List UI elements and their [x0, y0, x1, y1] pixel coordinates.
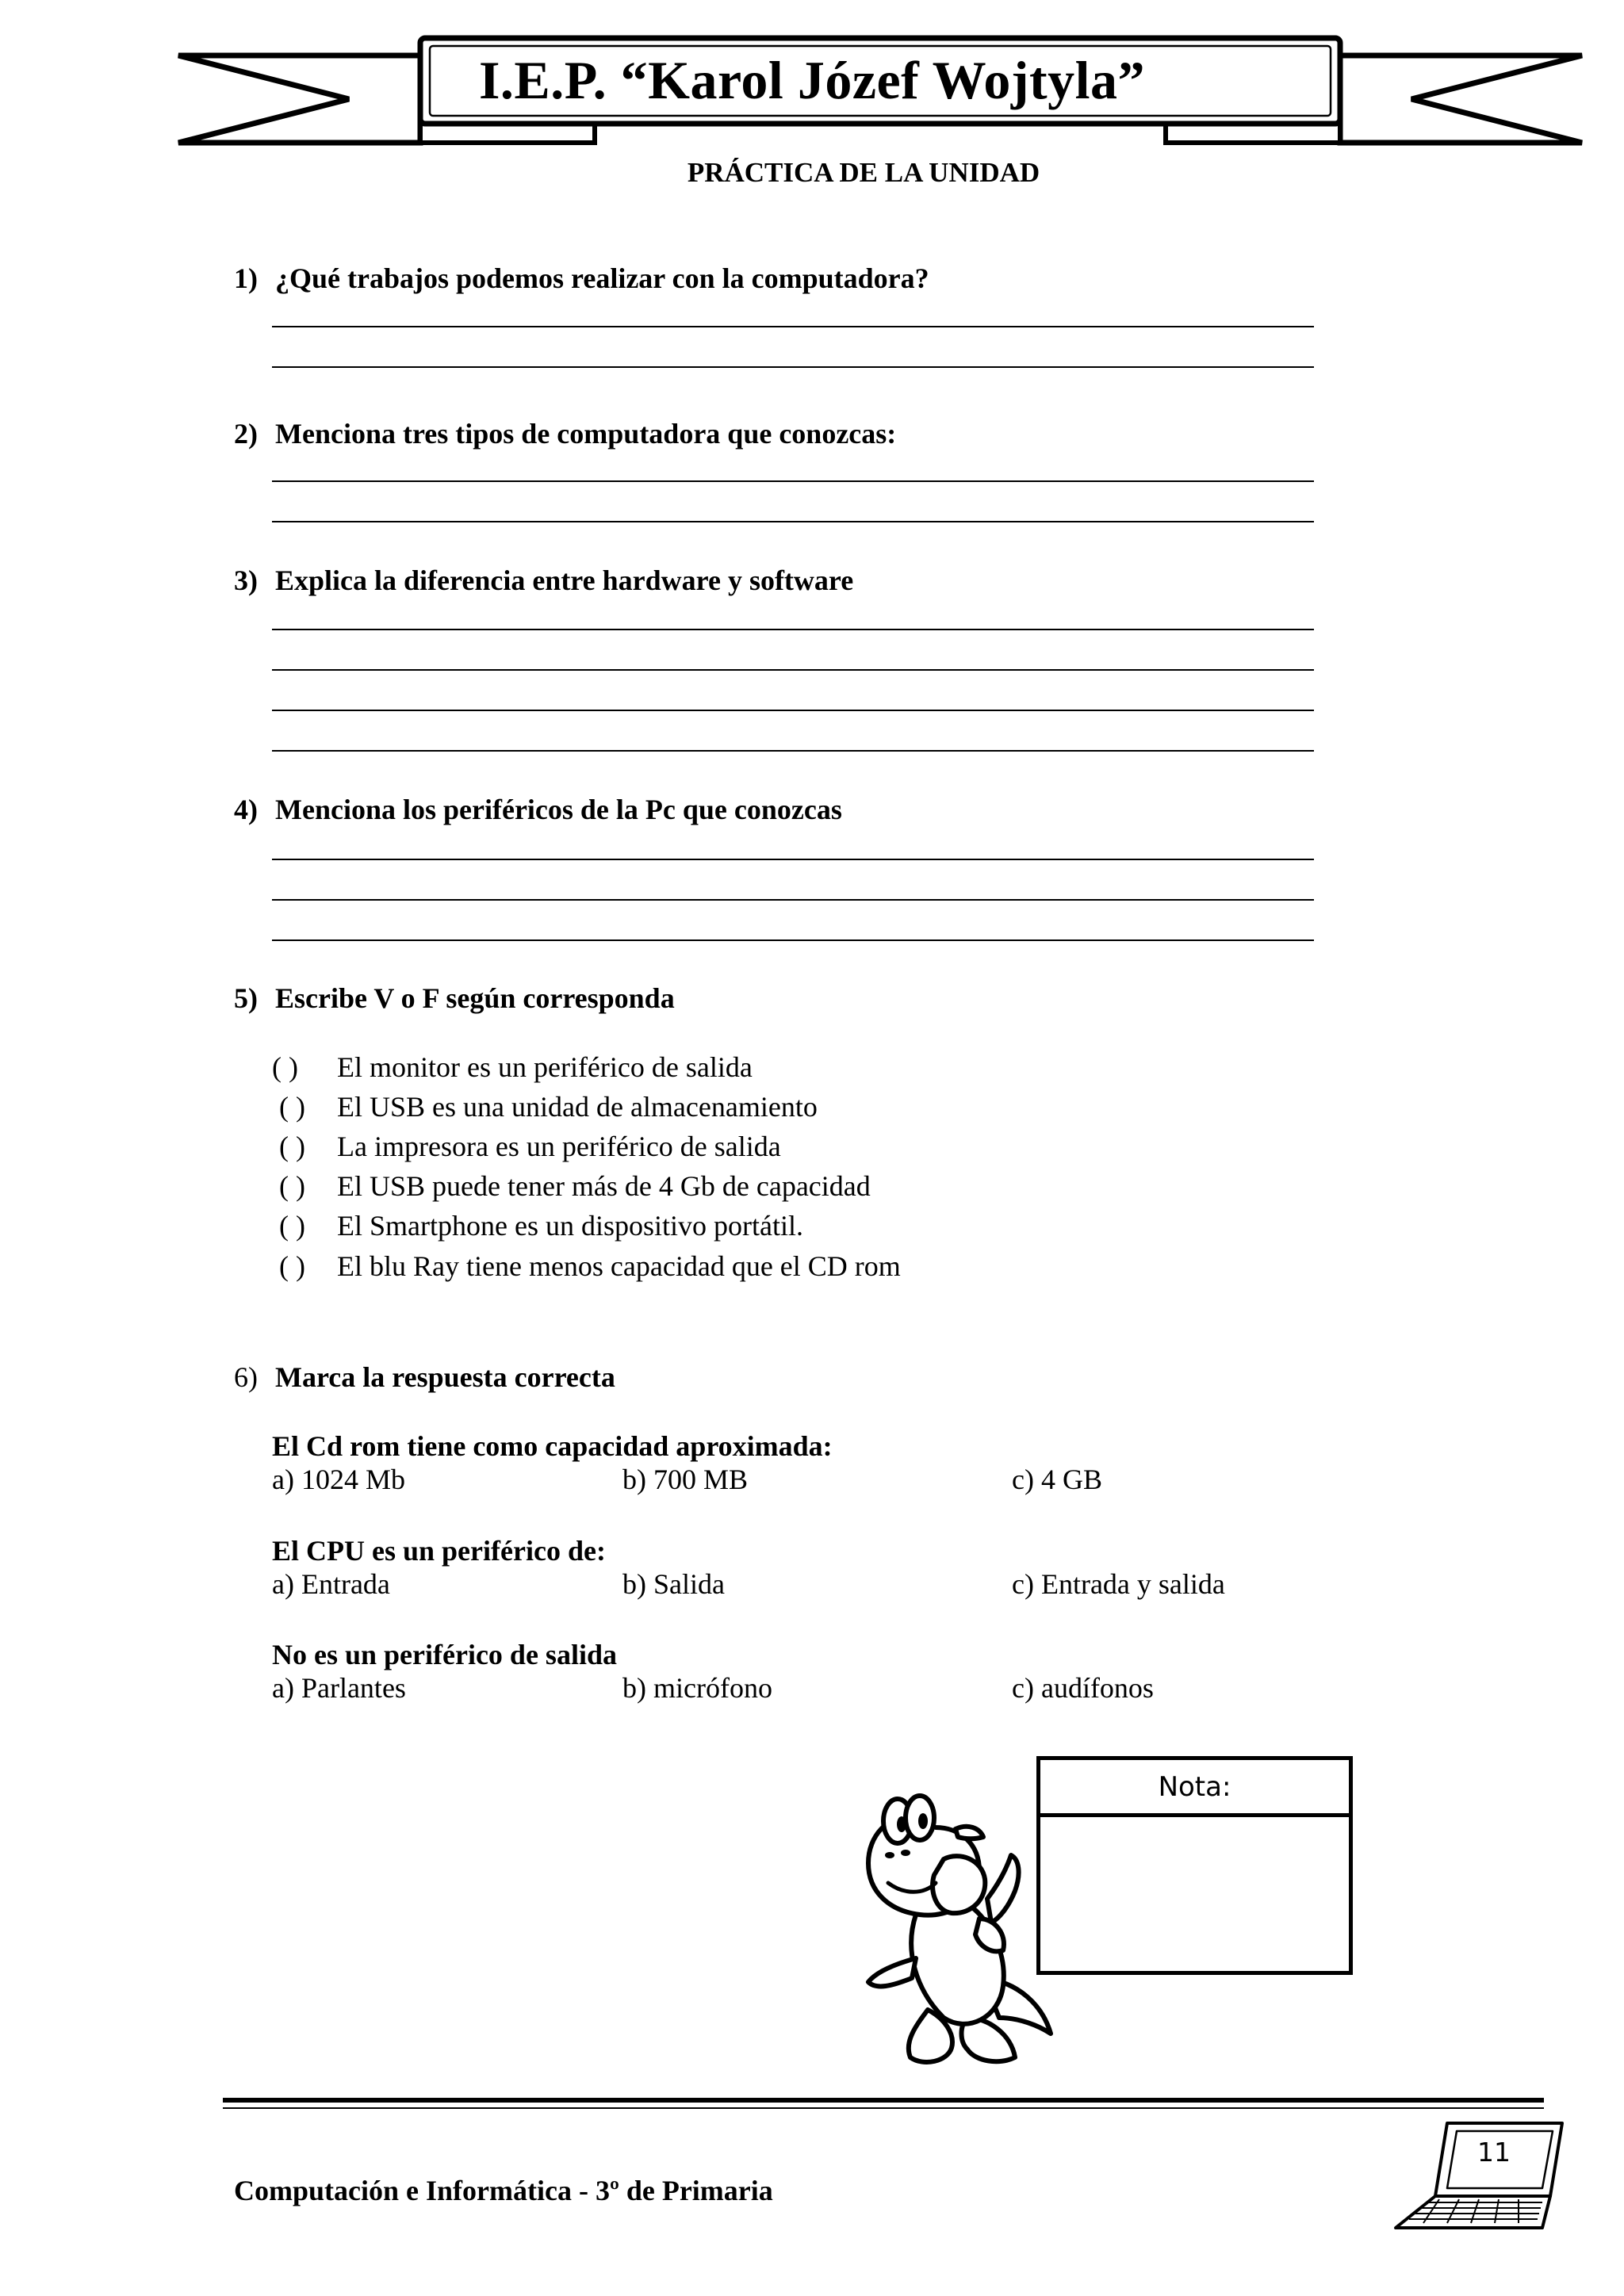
- true-false-item[interactable]: [279, 1209, 803, 1242]
- answer-line[interactable]: [272, 899, 1314, 901]
- question-text: Menciona los periféricos de la Pc que conozcas: [275, 794, 842, 825]
- answer-line[interactable]: [272, 859, 1314, 860]
- true-false-item[interactable]: [279, 1090, 818, 1123]
- question-number: 2): [234, 418, 258, 450]
- statement-text: El monitor es un periférico de salida: [337, 1051, 753, 1083]
- mc-option-c[interactable]: c) audífonos: [1012, 1672, 1154, 1704]
- answer-line[interactable]: [272, 521, 1314, 522]
- true-false-item[interactable]: [272, 1050, 753, 1084]
- question-number: 5): [234, 982, 258, 1014]
- mc-option-a[interactable]: a) Entrada: [272, 1568, 390, 1600]
- mc-option-b[interactable]: b) Salida: [622, 1568, 725, 1600]
- statement-text: El USB es una unidad de almacenamiento: [337, 1091, 818, 1123]
- question-text: ¿Qué trabajos podemos realizar con la computadora?: [275, 262, 929, 294]
- question-6: [234, 1360, 615, 1394]
- question-1: [234, 262, 929, 295]
- question-4: [234, 793, 842, 826]
- mc-option-a[interactable]: a) Parlantes: [272, 1672, 406, 1704]
- answer-line[interactable]: [272, 326, 1314, 327]
- answer-line[interactable]: [272, 750, 1314, 752]
- mc-question-title: No es un periférico de salida: [272, 1639, 617, 1670]
- footer-divider-thick: [223, 2098, 1544, 2103]
- footer-course: Computación e Informática - 3º de Primaria: [234, 2175, 773, 2206]
- grade-box[interactable]: [1036, 1756, 1353, 1975]
- mc-option-c[interactable]: c) Entrada y salida: [1012, 1568, 1225, 1600]
- answer-line[interactable]: [272, 629, 1314, 630]
- answer-parentheses[interactable]: ( ): [279, 1250, 305, 1282]
- question-number: 4): [234, 794, 258, 825]
- answer-line[interactable]: [272, 366, 1314, 368]
- question-text: Menciona tres tipos de computadora que conozcas:: [275, 418, 897, 450]
- page-subtitle: PRÁCTICA DE LA UNIDAD: [687, 157, 1040, 188]
- question-2: [234, 417, 896, 450]
- answer-parentheses[interactable]: ( ): [279, 1131, 305, 1162]
- grade-label: Nota:: [1040, 1760, 1349, 1817]
- answer-parentheses[interactable]: ( ): [279, 1210, 305, 1242]
- laptop-icon: [1392, 2117, 1570, 2232]
- mc-option-b[interactable]: b) micrófono: [622, 1672, 772, 1704]
- footer-divider-thin: [223, 2107, 1544, 2109]
- question-text: Marca la respuesta correcta: [275, 1361, 615, 1393]
- mc-option-b[interactable]: b) 700 MB: [622, 1464, 749, 1495]
- true-false-item[interactable]: [279, 1249, 901, 1283]
- question-number: 6): [234, 1361, 258, 1393]
- question-number: 1): [234, 262, 258, 294]
- answer-line[interactable]: [272, 669, 1314, 671]
- answer-parentheses[interactable]: ( ): [279, 1091, 305, 1123]
- question-5: [234, 982, 675, 1015]
- question-number: 3): [234, 564, 258, 596]
- true-false-item[interactable]: [279, 1130, 781, 1163]
- question-text: Explica la diferencia entre hardware y software: [275, 564, 854, 596]
- mc-option-c[interactable]: c) 4 GB: [1012, 1464, 1102, 1495]
- answer-parentheses[interactable]: ( ): [279, 1170, 305, 1202]
- mc-option-a[interactable]: a) 1024 Mb: [272, 1464, 405, 1495]
- statement-text: El blu Ray tiene menos capacidad que el CD rom: [337, 1250, 901, 1282]
- true-false-item[interactable]: [279, 1169, 871, 1203]
- question-3: [234, 564, 853, 597]
- question-text: Escribe V o F según corresponda: [275, 982, 675, 1014]
- answer-line[interactable]: [272, 480, 1314, 482]
- mc-question-title: El CPU es un periférico de:: [272, 1535, 606, 1567]
- dinosaur-mascot-illustration: [841, 1780, 1063, 2073]
- answer-line[interactable]: [272, 939, 1314, 941]
- statement-text: La impresora es un periférico de salida: [337, 1131, 781, 1162]
- school-name: I.E.P. “Karol Józef Wojtyla”: [478, 50, 1146, 110]
- statement-text: El Smartphone es un dispositivo portátil.: [337, 1210, 803, 1242]
- answer-parentheses[interactable]: ( ): [272, 1051, 298, 1083]
- page-number: 11: [1477, 2137, 1511, 2168]
- mc-question-title: El Cd rom tiene como capacidad aproximada:: [272, 1430, 833, 1462]
- answer-line[interactable]: [272, 710, 1314, 711]
- statement-text: El USB puede tener más de 4 Gb de capacidad: [337, 1170, 871, 1202]
